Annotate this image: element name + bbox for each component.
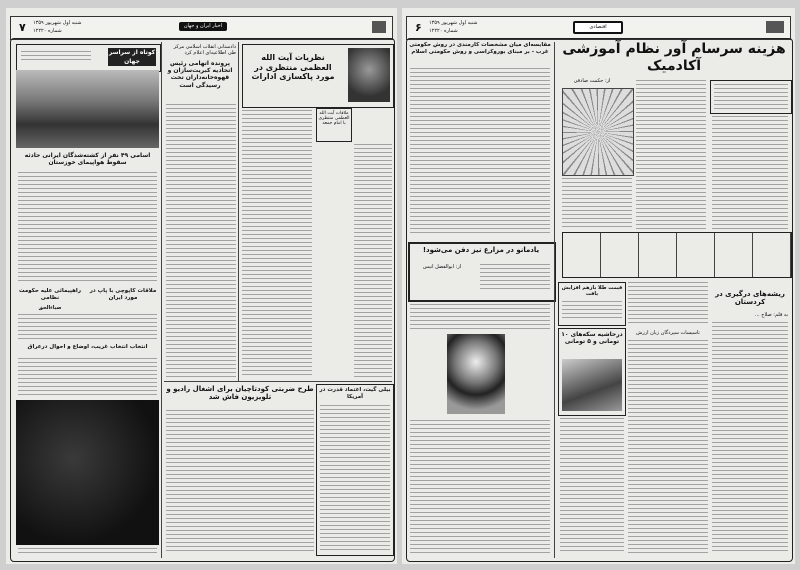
headline-mao: یادمانو در مزارع نیز دفن می‌شود! [422, 246, 540, 254]
headline-coins: درحاشیه سکه‌های ۱۰ تومانی و ۵ تومانی [561, 331, 623, 346]
caption-box [316, 108, 352, 142]
briefs-logo: کوتاه از سراسر جهان [108, 49, 156, 65]
article-body [354, 144, 392, 378]
gold-box [558, 282, 626, 326]
montazeri-portrait [348, 48, 390, 102]
article-body [714, 84, 788, 110]
article-body [410, 68, 550, 236]
issue: شماره ۱۲۲۲۰ [33, 28, 62, 34]
headline-elections: انتخاب انتخاب غریب، اوضاع و احوال درعراق [27, 344, 148, 350]
subheading: تاسیسات سپردگان زبان ارزش [636, 330, 700, 336]
article-body [562, 178, 632, 230]
byline: به قلم: صلاح ... [754, 312, 788, 318]
article-body [410, 304, 550, 332]
newspaper-page-6 [402, 8, 795, 564]
article-body [410, 420, 550, 554]
page-number: ۶ [415, 21, 422, 34]
article-body [21, 51, 91, 61]
newspaper-page-7 [6, 8, 397, 564]
article-body [166, 104, 236, 378]
article-body [712, 322, 788, 554]
byline: از: حکمت صادقی [573, 78, 611, 84]
logo-icon [766, 21, 784, 33]
montazeri-box [242, 44, 394, 108]
article-body [636, 80, 706, 230]
headline-montazeri: نظریات آیت الله العظمی منتظری در مورد پاکسازی ادارات [251, 53, 335, 82]
headline-march-sub: ضیاءالحق [38, 305, 62, 311]
page-number: ۷ [19, 21, 26, 34]
briefs-header [16, 44, 161, 72]
headline-pope: ملاقات کاپوچی با پاپ در مورد ایران [89, 288, 157, 301]
headline-kurdistan: ریشه‌های درگیری در کردستان [715, 290, 785, 307]
date: شنبه اول شهریور ۱۳۵۹ [429, 20, 478, 26]
page-header [406, 16, 791, 40]
section-label: اقتصادی [573, 21, 623, 34]
headline-council: پرونده اتهامی رئیس اتحادیه کبریت‌سازان و قهوه‌خانه‌داران تحت رسیدگی است [167, 60, 233, 89]
education-illustration [562, 88, 634, 176]
highlights-box [710, 80, 792, 114]
headline-billygate: بیلی گیت، اعتماد قدرت در آمریکا [319, 387, 391, 400]
article-body [628, 340, 708, 554]
cost-table [562, 232, 792, 278]
banknotes-photo [562, 359, 622, 411]
article-body [560, 418, 624, 554]
article-body [242, 110, 312, 378]
photo-caption: ملاقات آیت الله العظمی منتظری با امام جمعه [318, 111, 350, 126]
page-header [10, 16, 393, 40]
article-body [18, 172, 157, 284]
article-body [18, 314, 157, 340]
mao-cartoon [447, 334, 505, 414]
headline-gold: قیمت طلا بازهم افزایش یافت [561, 285, 623, 297]
logo-icon [372, 21, 386, 33]
headline-main: هزینه سرسام آور نظام آموزشی آکادمیک [562, 41, 786, 74]
article-body [480, 264, 550, 292]
photo-caption [18, 548, 157, 556]
section-label: اخبار ایران و جهان [179, 22, 227, 31]
headline-coup: طرح ضربتی کودتاچیان برای اشغال رادیو و تلویزیون فاش شد [166, 385, 314, 402]
mao-box [408, 242, 556, 302]
article-body [18, 358, 157, 396]
headline-khuzestan: اسامی ۴۹ نفر از کشته‌شدگان ایرانی حادثه سقوط هواپیمای خوزستان [24, 152, 151, 167]
article-body [320, 405, 390, 551]
article-body [712, 116, 788, 230]
article-body [562, 301, 622, 321]
article-body [166, 410, 314, 553]
headline-march: راهپیمائی علیه حکومت نظامی [19, 288, 81, 301]
headline-compare: مقایسه‌ای میان مشخصات کارمندی در روش حکومتی غرب - بر مبنای بوروکراسی و روش حکومتی اسلام [409, 42, 551, 55]
date: شنبه اول شهریور ۱۳۵۹ [33, 20, 82, 26]
plane-wreck-photo [16, 70, 159, 148]
dark-photo [16, 400, 159, 545]
byline: از: ابوالفضل انیس [422, 264, 462, 270]
billygate-box [316, 384, 394, 556]
article-body [628, 282, 708, 326]
issue: شماره ۱۲۲۲۰ [429, 28, 458, 34]
council-kicker: دادستانی انقلاب اسلامی مرکز طی اطلاعیه‌ای اعلام کرد [173, 44, 236, 56]
coins-box [558, 328, 626, 416]
